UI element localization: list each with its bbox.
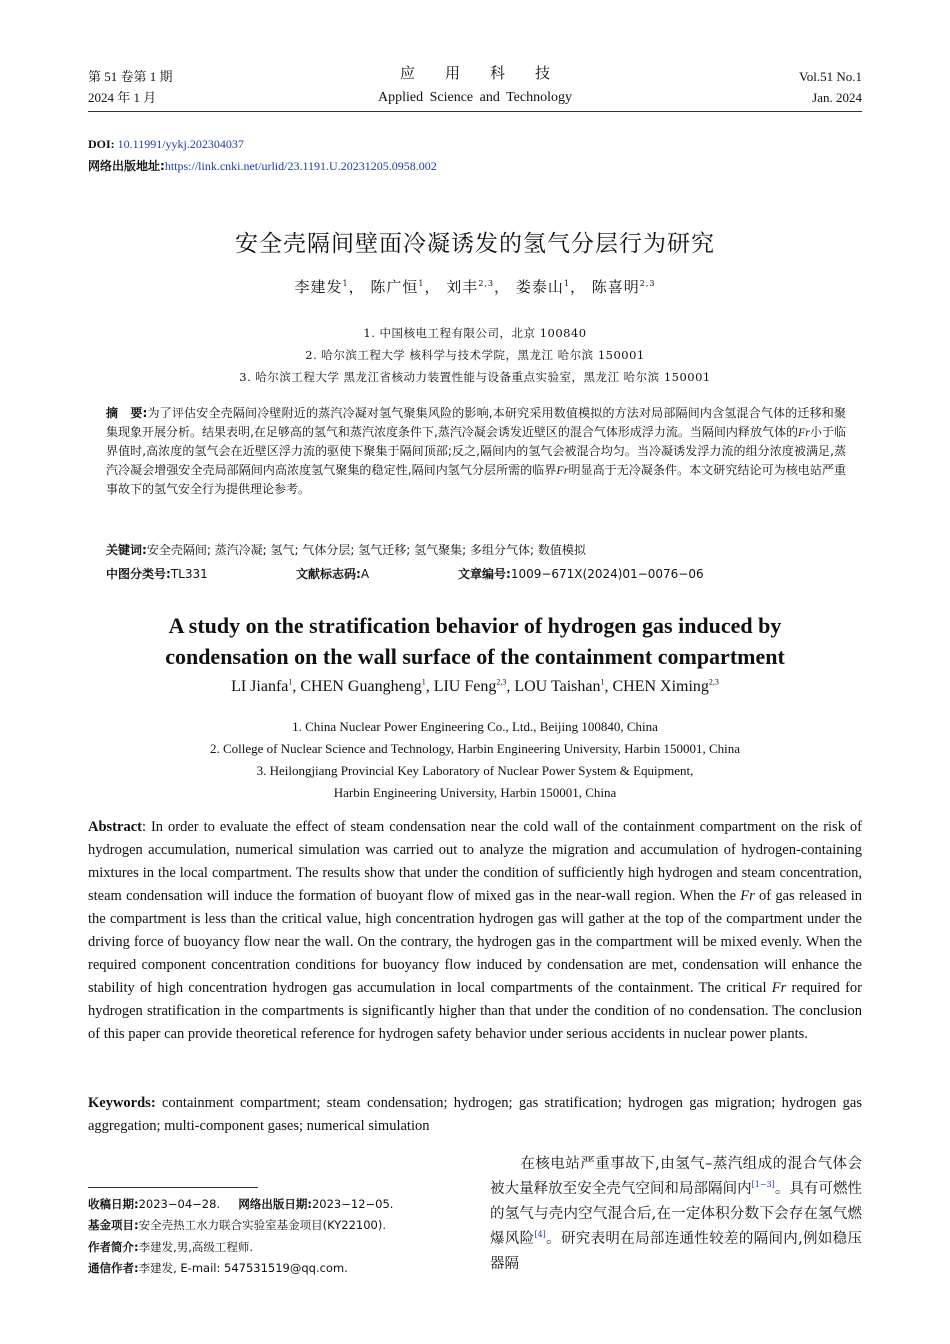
document-code: 文献标志码:A: [296, 567, 370, 581]
doi-line: [88, 137, 244, 152]
doi-label: DOI:: [88, 137, 115, 151]
author-en: LOU Taishan$^1$,: [514, 677, 613, 695]
body-paragraph: 在核电站严重事故下,由氢气–蒸汽组成的混合气体会被大量释放至安全壳气空间和局部隔间内[1−3]。具有可燃性的氢气与壳内空气混合后,在一定体积分数下会存在氢气燃爆风险[4]。研究表明在局部连通性较差的隔间内,例如稳压器隔: [490, 1156, 863, 1272]
citation-ref[interactable]: [1−3]: [751, 1180, 775, 1190]
volume-cn: 第 51 卷第 1 期: [88, 69, 173, 84]
footnote-fund: 基金项目:安全壳热工水力联合实验室基金项目(KY22100).: [88, 1218, 386, 1232]
author-en: LIU Feng$^{2,3}$,: [433, 677, 515, 695]
date-en: Jan. 2024: [812, 90, 862, 105]
online-url-line: [88, 157, 437, 174]
affiliation-cn: 3. 哈尔滨工程大学 黑龙江省核动力装置性能与设备重点实验室，黑龙江 哈尔滨 150001: [239, 370, 711, 384]
authors-en: [0, 678, 950, 696]
affiliation-en: Harbin Engineering University, Harbin 150001, China: [333, 785, 617, 800]
abstract-cn-label: 摘 要:: [106, 406, 148, 420]
citation-ref[interactable]: [4]: [534, 1230, 546, 1240]
author-en: CHEN Ximing$^{2,3}$: [612, 677, 719, 695]
title-cn: 安全壳隔间壁面冷凝诱发的氢气分层行为研究: [235, 231, 715, 257]
affiliation-cn: 2. 哈尔滨工程大学 核科学与技术学院，黑龙江 哈尔滨 150001: [305, 348, 645, 362]
author-cn: 娄泰山$^1$，: [515, 278, 586, 296]
header-rule: [88, 111, 862, 112]
author-cn: 陈喜明$^{2,3}$: [591, 278, 656, 296]
footnote-author: 作者简介:李建发,男,高级工程师.: [88, 1240, 254, 1254]
authors-cn: [0, 276, 950, 297]
abstract-cn: 摘 要:为了评估安全壳隔间冷壁附近的蒸汽冷凝对氢气聚集风险的影响,本研究采用数值模拟的方法对局部隔间内含氢混合气体的迁移和聚集现象开展分析。结果表明,在足够高的氢气和蒸汽浓度条件下,蒸汽冷凝会诱发近壁区的混合气体形成浮力流。当隔间内释放气体的Fr小于临界值时,高浓度的氢气会在近壁区浮力流的驱使下聚集于隔间顶部;反之,隔间内的氢气会被混合均匀。当冷凝诱发浮力流的组分浓度被满足,蒸汽冷凝会增强安全壳局部隔间内高浓度氢气聚集的稳定性,隔间内氢气分层所需的临界Fr明显高于无冷凝条件。本文研究结论可为核电站严重事故下的氢气安全行为提供理论参考。: [106, 406, 846, 496]
keywords-cn-label: 关键词:: [106, 543, 147, 557]
keywords-en-label: Keywords:: [88, 1095, 156, 1111]
article-number: 文章编号:1009−671X(2024)01−0076−06: [458, 567, 704, 581]
online-url-label: 网络出版地址:: [88, 159, 165, 173]
journal-name-cn: 应 用 科 技: [399, 64, 550, 82]
footnote-correspondence: 通信作者:李建发, E-mail: 547531519@qq.com.: [88, 1261, 348, 1275]
abstract-en: Abstract: In order to evaluate the effect of steam condensation near the cold wall of the containment compartment on the risk of hydrogen accumulation, numerical simulation was carried out to analyze the migration and accumulation of hydrogen-containing mixtures in the local compartment. The results show that under the condition of sufficiently high hydrogen and steam concentration, steam condensation will induce the formation of buoyant flow of mixed gas in the near-wall region. When the Fr of gas released in the compartment is less than the critical value, high concentration hydrogen gas will gather at the top of the compartment under the driving force of buoyancy flow near the wall. On the contrary, the hydrogen gas in the compartment will be mixed evenly. When the required component concentration conditions for buoyancy flow induced by condensation are met, condensation will enhance the stability of high concentration hydrogen gas accumulation in local compartments of the containment. The critical Fr required for hydrogen stratification in the compartments is significantly higher than that under the condition of no condensation. The conclusion of this paper can provide theoretical reference for hydrogen safety behavior under serious accidents in nuclear power plants.: [88, 819, 862, 1042]
abstract-en-label: Abstract: [88, 819, 142, 835]
journal-name-en: Applied Science and Technology: [378, 90, 572, 105]
keywords-en: Keywords: containment compartment; steam condensation; hydrogen; gas stratification; hydrogen gas migration; hydrogen gas aggregation; multi-component gases; numerical simulation: [88, 1095, 862, 1134]
date-cn: 2024 年 1 月: [88, 90, 157, 105]
doi-link[interactable]: 10.11991/yykj.202304037: [117, 137, 244, 151]
keywords-cn: 关键词:安全壳隔间; 蒸汽冷凝; 氢气; 气体分层; 氢气迁移; 氢气聚集; 多组分气体; 数值模拟: [106, 543, 586, 557]
title-en: A study on the stratification behavior of hydrogen gas induced by condensation on the wall surface of the containment compartment: [165, 613, 785, 669]
author-cn: 陈广恒$^1$，: [370, 278, 441, 296]
author-en: LI Jianfa$^1$,: [231, 677, 301, 695]
volume-en: Vol.51 No.1: [799, 69, 862, 84]
online-url-link[interactable]: https://link.cnki.net/urlid/23.1191.U.20231205.0958.002: [164, 159, 437, 173]
affiliation-en: 3. Heilongjiang Provincial Key Laboratory of Nuclear Power System & Equipment,: [256, 763, 694, 778]
author-cn: 刘丰$^{2,3}$，: [446, 278, 511, 296]
affiliation-cn: 1. 中国核电工程有限公司，北京 100840: [363, 326, 587, 340]
footnote-rule: [88, 1187, 258, 1188]
affiliation-en: 2. College of Nuclear Science and Technology, Harbin Engineering University, Harbin 150001, China: [209, 741, 741, 756]
author-cn: 李建发$^1$，: [294, 278, 365, 296]
clc-number: 中图分类号:TL331: [106, 567, 208, 581]
footnote-dates: 收稿日期:2023−04−28. 网络出版日期:2023−12−05.: [88, 1197, 394, 1211]
affiliation-en: 1. China Nuclear Power Engineering Co., Ltd., Beijing 100840, China: [292, 719, 658, 734]
author-en: CHEN Guangheng$^1$,: [300, 677, 434, 695]
